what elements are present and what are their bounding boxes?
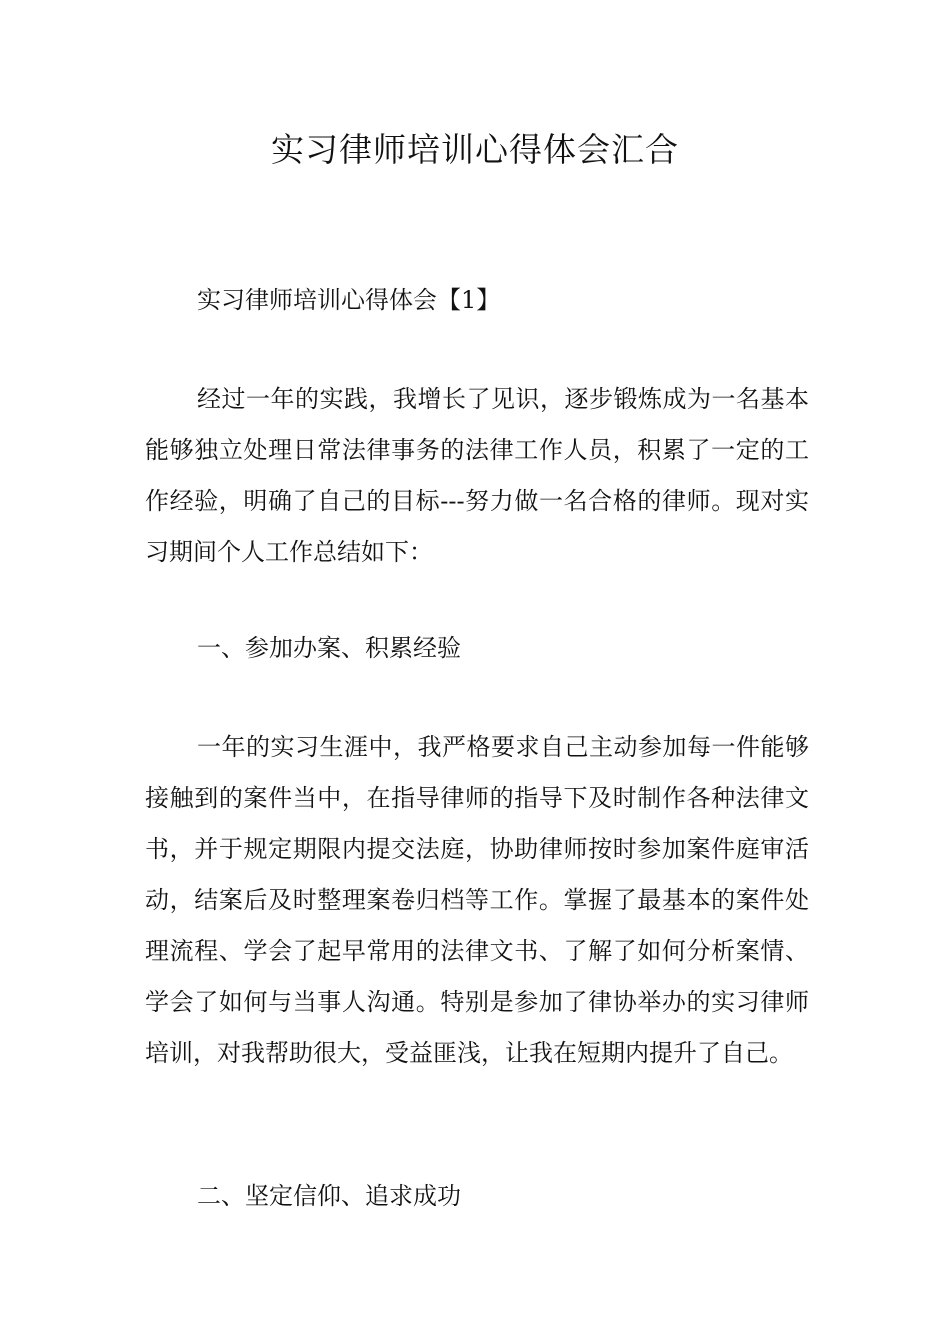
document-title: 实习律师培训心得体会汇合 — [271, 130, 679, 169]
section-heading-1: 一、参加办案、积累经验 — [197, 634, 461, 662]
paragraph-case-work: 一年的实习生涯中，我严格要求自己主动参加每一件能够接触到的案件当中，在指导律师的指导下及时制作各种法律文书，并于规定期限内提交法庭，协助律师按时参加案件庭审活动，结案后及时整理案卷归档等工作。掌握了最基本的案件处理流程、学会了起早常用的法律文书、了解了如何分析案情、学会了如何与当事人沟通。特别是参加了律协举办的实习律师培训，对我帮助很大，受益匪浅，让我在短期内提升了自己。 — [145, 733, 809, 1067]
paragraph-intro: 经过一年的实践，我增长了见识，逐步锻炼成为一名基本能够独立处理日常法律事务的法律工作人员，积累了一定的工作经验，明确了自己的目标---努力做一名合格的律师。现对实习期间个人工作总结如下： — [145, 385, 809, 566]
section-heading-2: 二、坚定信仰、追求成功 — [197, 1182, 461, 1210]
section-subtitle: 实习律师培训心得体会【1】 — [197, 286, 501, 314]
